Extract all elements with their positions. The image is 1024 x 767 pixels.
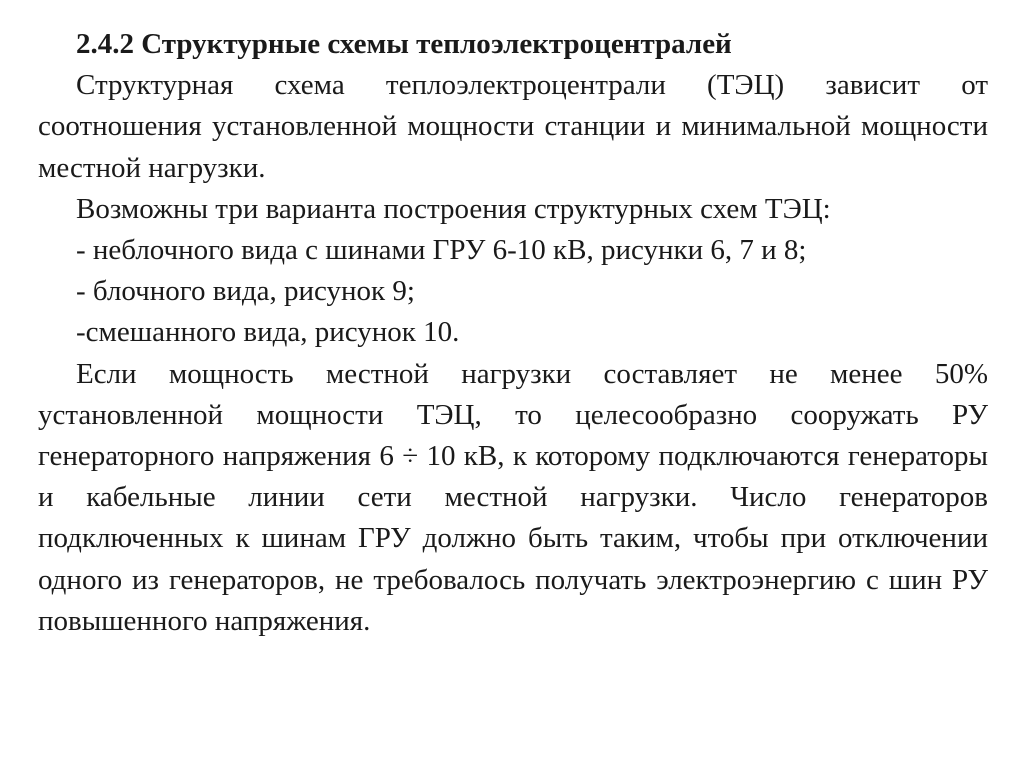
list-item-mixed: -смешанного вида, рисунок 10. — [76, 316, 460, 349]
paragraph-intro: Структурная схема теплоэлектроцентрали (ТЭЦ) зависит от соотношения установленной мощности станции и минимальной мощности местной нагрузки. — [38, 69, 988, 184]
document-page — [38, 24, 988, 642]
paragraph-variants: Возможны три варианта построения структурных схем ТЭЦ: — [76, 192, 831, 225]
section-heading: 2.4.2 Структурные схемы теплоэлектроцентралей — [76, 28, 732, 60]
paragraph-load: Если мощность местной нагрузки составляет не менее 50% установленной мощности ТЭЦ, то целесообразно сооружать РУ генераторного напряжения 6 ÷ 10 кВ, к которому подключаются генераторы и кабельные линии сети местной нагрузки. Число генераторов подключенных к шинам ГРУ должно быть таким, чтобы при отключении одного из генераторов, не требовалось получать электроэнергию с шин РУ повышенного напряжения. — [38, 357, 988, 637]
list-item-nonblock: - неблочного вида с шинами ГРУ 6-10 кВ, рисунки 6, 7 и 8; — [76, 234, 807, 267]
list-item-block: - блочного вида, рисунок 9; — [76, 275, 415, 308]
